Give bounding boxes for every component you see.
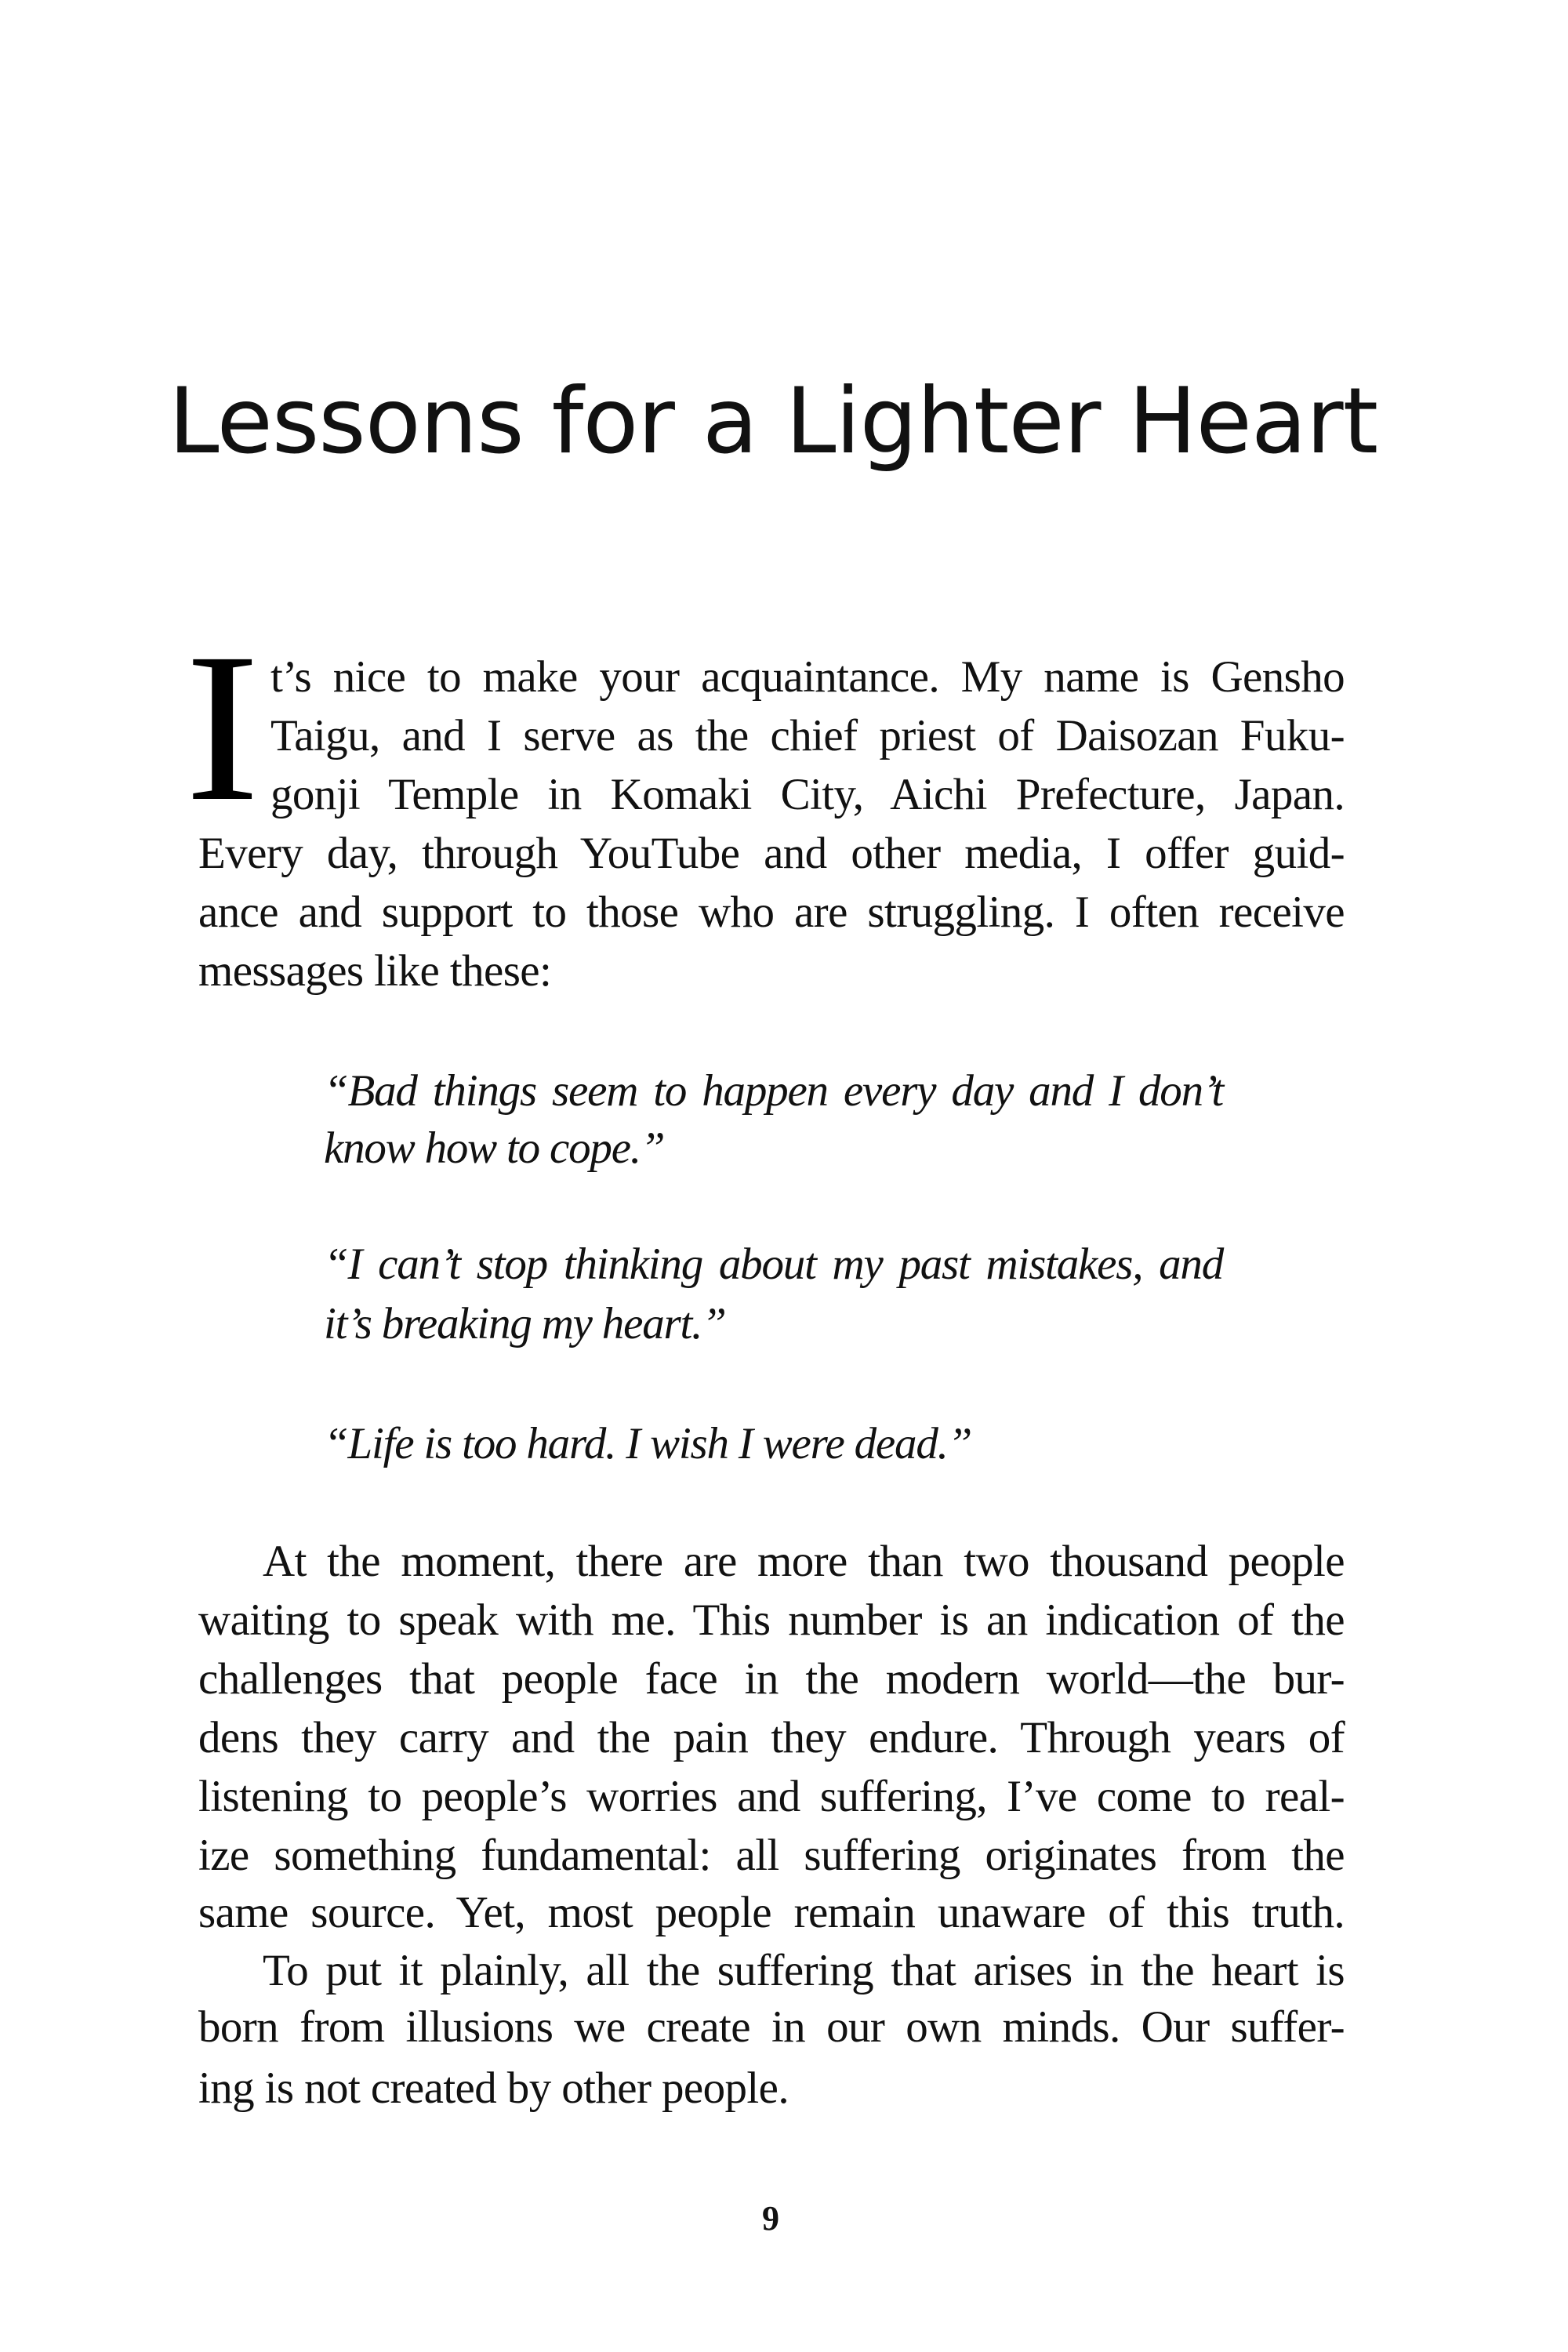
text-line: To put it plainly, all the suffering that arises in the heart is [263, 1946, 1345, 1995]
chapter-title: Lessons for a Lighter Heart [168, 368, 1378, 474]
text-line: same source. Yet, most people remain unaware of this truth. [198, 1888, 1345, 1937]
text-line: t’s nice to make your acquaintance. My name is Gensho [270, 652, 1345, 702]
text-line: waiting to speak with me. This number is an indication of the [198, 1595, 1345, 1645]
text-line: Taigu, and I serve as the chief priest of Daisozan Fuku- [270, 711, 1345, 760]
page-number: 9 [762, 2199, 779, 2238]
text-line: At the moment, there are more than two thousand people [263, 1537, 1345, 1586]
quote-line: it’s breaking my heart.” [324, 1299, 726, 1348]
text-line: ance and support to those who are struggling. I often receive [198, 887, 1345, 937]
quote-line: “Life is too hard. I wish I were dead.” [324, 1419, 972, 1468]
quote-line: “I can’t stop thinking about my past mistakes, and [324, 1240, 1223, 1289]
text-line: ing is not created by other people. [198, 2063, 789, 2113]
text-line: messages like these: [198, 946, 552, 996]
quote-line: know how to cope.” [324, 1123, 665, 1173]
text-line: gonji Temple in Komaki City, Aichi Prefecture, Japan. [270, 770, 1345, 819]
text-line: dens they carry and the pain they endure. Through years of [198, 1713, 1345, 1762]
text-line: ize something fundamental: all suffering originates from the [198, 1831, 1345, 1880]
text-line: Every day, through YouTube and other media, I offer guid- [198, 829, 1345, 878]
quote-line: “Bad things seem to happen every day and I don’t [324, 1066, 1223, 1116]
text-line: born from illusions we create in our own minds. Our suffer- [198, 2002, 1345, 2052]
text-line: listening to people’s worries and suffering, I’ve come to real- [198, 1772, 1345, 1821]
text-line: challenges that people face in the modern world—the bur- [198, 1654, 1345, 1704]
drop-cap: I [185, 609, 260, 845]
